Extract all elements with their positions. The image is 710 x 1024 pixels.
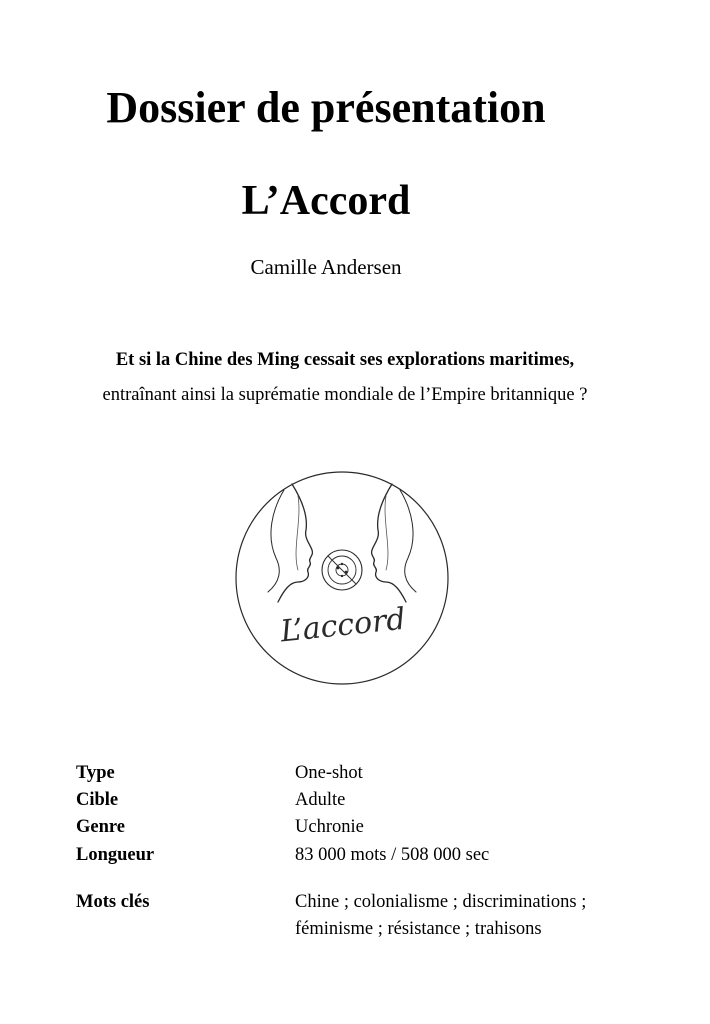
pitch-question-line-1: Et si la Chine des Ming cessait ses explorations maritimes, xyxy=(115,350,575,370)
author-name: Camille Andersen xyxy=(250,255,402,279)
detail-label-type: Type xyxy=(76,763,115,783)
detail-label-genre: Genre xyxy=(76,817,125,837)
book-logo xyxy=(232,470,454,686)
detail-value-genre: Uchronie xyxy=(295,817,364,837)
detail-value-type: One-shot xyxy=(295,763,363,783)
logo-script-text: L’accord xyxy=(278,601,408,650)
book-title: L’Accord xyxy=(241,178,411,224)
keywords-label: Mots clés xyxy=(76,892,150,912)
detail-value-length: 83 000 mots / 508 000 sec xyxy=(295,845,490,865)
detail-label-target: Cible xyxy=(76,790,119,810)
keywords-value-line-2: féminisme ; résistance ; trahisons xyxy=(295,919,542,939)
keywords-value-line-1: Chine ; colonialisme ; discriminations ; xyxy=(295,892,587,912)
detail-label-length: Longueur xyxy=(76,845,155,865)
pitch-question-line-2: entraînant ainsi la suprématie mondiale de l’Empire britannique ? xyxy=(102,385,588,405)
document-title: Dossier de présentation xyxy=(106,83,546,132)
detail-value-target: Adulte xyxy=(295,790,346,810)
two-faces-profile-logo-icon xyxy=(232,470,454,686)
